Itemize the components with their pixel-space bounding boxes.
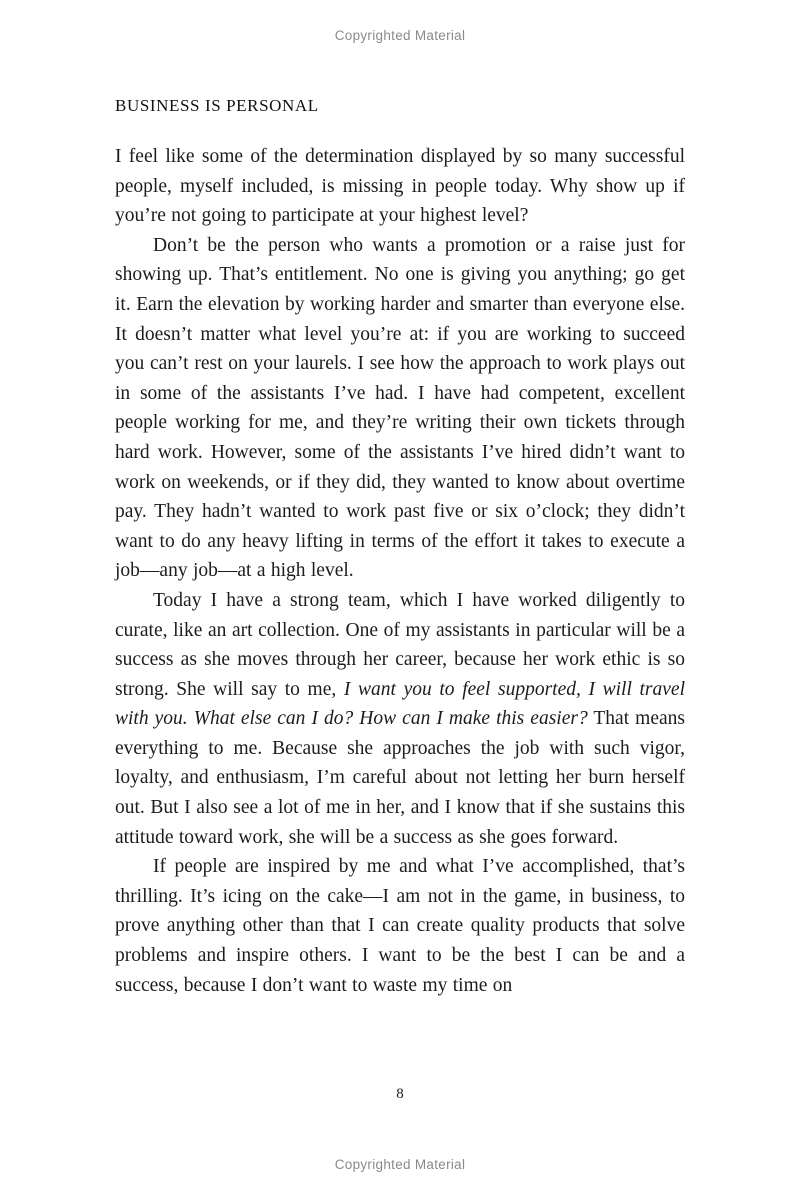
paragraph-3-italic-quote: I want you to feel supported, I will travel with you. What else can I do? How can I make this easier? xyxy=(115,678,686,730)
running-header: BUSINESS IS PERSONAL xyxy=(115,96,319,115)
paragraph-2: Don’t be the person who wants a promotion or a raise just for showing up. That’s entitlement. No one is giving you anything; go get it. Earn the elevation by working harder and smarter than everyone else. It doesn’t matter what level you’re at: if you are working to succeed you can’t rest on your laurels. I see how the approach to work plays out in some of the assistants I’ve had. I have had competent, excellent people working for me, and they’re writing their own tickets through hard work. However, some of the assistants I’ve hired didn’t want to work on weekends, or if they did, they wanted to know about overtime pay. They hadn’t wanted to work past five or six o’clock; they didn’t want to do any heavy lifting in terms of the effort it takes to execute a job—any job—at a high level. xyxy=(115,234,685,582)
copyright-notice-top: Copyrighted Material xyxy=(334,28,466,43)
paragraph-3-text-before: Today I have a strong team, which I have worked diligently to curate, like an art collection. One of my assistants in particular will be a success as she moves through her career, because her work ethic is so strong. She will say to me, xyxy=(115,589,685,700)
paragraph-4: If people are inspired by me and what I’ve accomplished, that’s thrilling. It’s icing on the cake—I am not in the game, in business, to prove anything other than that I can create quality products that solve problems and inspire others. I want to be the best I can be and a success, because I don’t want to waste my time on xyxy=(115,856,685,996)
copyright-notice-bottom: Copyrighted Material xyxy=(334,1157,466,1172)
page-number: 8 xyxy=(396,1086,404,1102)
paragraph-3 xyxy=(115,586,685,852)
paragraph-3-text-after: That means everything to me. Because she approaches the job with such vigor, loyalty, and enthusiasm, I’m careful about not letting her burn herself out. But I also see a lot of me in her, and I know that if she sustains this attitude toward work, she will be a success as she goes forward. xyxy=(115,708,685,848)
paragraph-1: I feel like some of the determination displayed by so many successful people, myself included, is missing in people today. Why show up if you’re not going to participate at your highest level? xyxy=(115,146,685,227)
page-content xyxy=(115,96,685,1000)
body-text xyxy=(115,142,685,1000)
